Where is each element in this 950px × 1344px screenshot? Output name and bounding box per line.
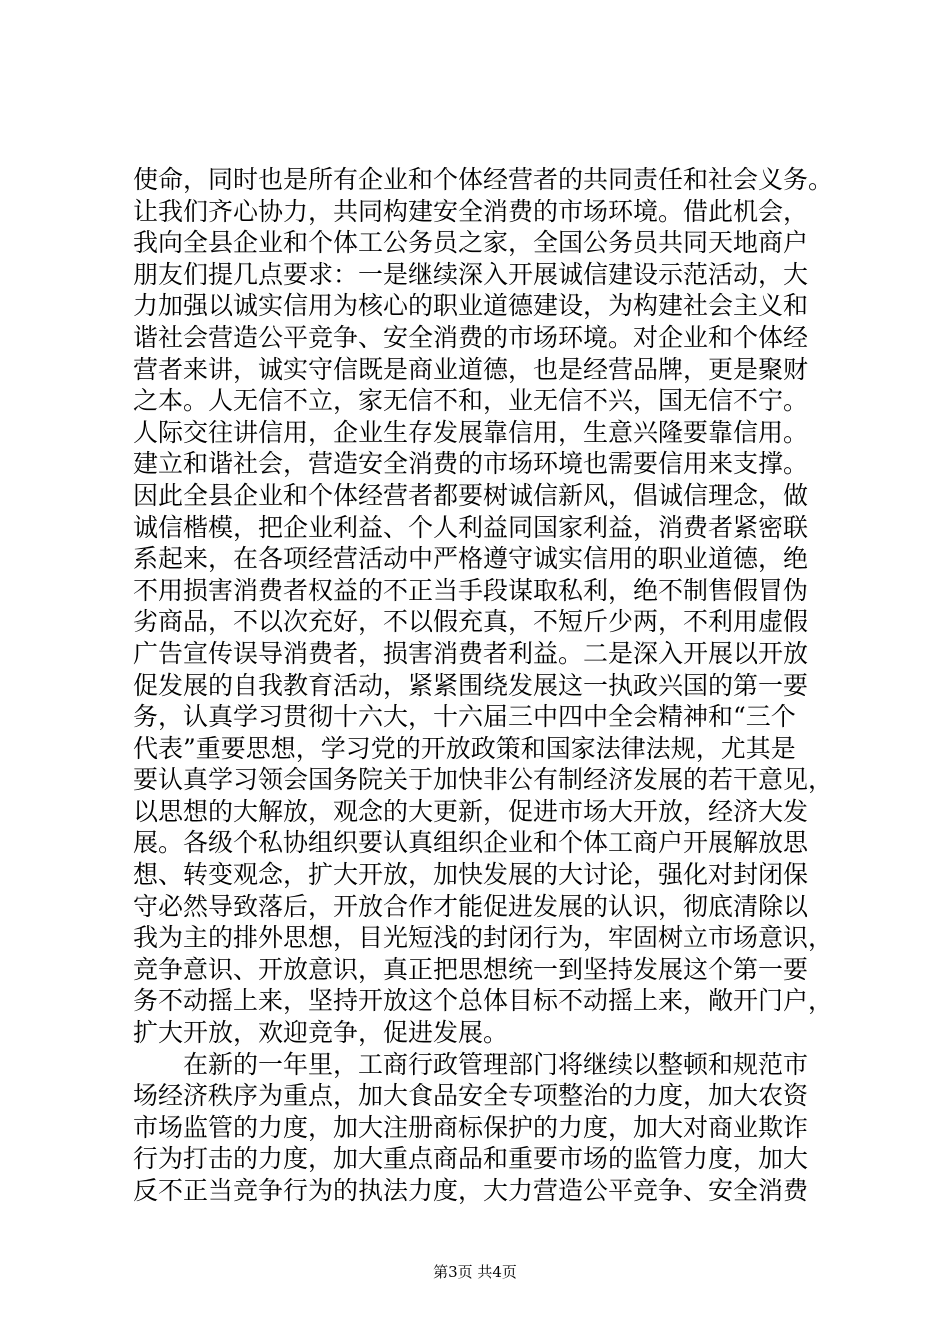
text-line: 要认真学习领会国务院关于加快非公有制经济发展的若干意见， [133,765,834,795]
text-line: 竞争意识、开放意识，真正把思想统一到坚持发展这个第一要 [133,954,809,984]
text-line: 务不动摇上来，坚持开放这个总体目标不动摇上来，敞开门户， [133,986,834,1016]
text-line: 广告宣传误导消费者，损害消费者利益。二是深入开展以开放 [133,638,809,668]
text-line: 谐社会营造公平竞争、安全消费的市场环境。对企业和个体经 [133,322,809,352]
text-line: 以思想的大解放，观念的大更新，促进市场大开放，经济大发 [133,796,809,826]
text-line: 反不正当竞争行为的执法力度，大力营造公平竞争、安全消费 [133,1176,809,1205]
text-line: 想、转变观念，扩大开放，加快发展的大讨论，强化对封闭保 [133,860,809,890]
text-line: 让我们齐心协力，共同构建安全消费的市场环境。借此机会， [133,196,809,226]
text-line: 市场监管的力度，加大注册商标保护的力度，加大对商业欺诈 [133,1112,809,1142]
text-line: 劣商品，不以次充好，不以假充真，不短斤少两，不利用虚假 [133,607,809,637]
text-line: 不用损害消费者权益的不正当手段谋取私利，绝不制售假冒伪 [133,575,809,605]
paragraph-start-line: 在新的一年里，工商行政管理部门将继续以整顿和规范市 [183,1049,809,1079]
text-line: 展。各级个私协组织要认真组织企业和个体工商户开展解放思 [133,828,809,858]
text-line: 朋友们提几点要求：一是继续深入开展诚信建设示范活动，大 [133,259,809,289]
text-line: 行为打击的力度，加大重点商品和重要市场的监管力度，加大 [133,1144,809,1174]
text-line: 代表”重要思想，学习党的开放政策和国家法律法规，尤其是 [133,733,796,763]
text-line: 我向全县企业和个体工公务员之家，全国公务员共同天地商户 [133,228,809,258]
text-line: 因此全县企业和个体经营者都要树诚信新风，倡诚信理念，做 [133,480,809,510]
text-line: 使命，同时也是所有企业和个体经营者的共同责任和社会义务。 [133,165,834,194]
text-line: 扩大开放，欢迎竞争，促进发展。 [133,1018,509,1048]
text-line: 力加强以诚实信用为核心的职业道德建设，为构建社会主义和 [133,291,809,321]
text-line: 守必然导致落后，开放合作才能促进发展的认识，彻底清除以 [133,891,809,921]
text-line: 我为主的排外思想，目光短浅的封闭行为，牢固树立市场意识， [133,923,834,953]
text-line: 系起来，在各项经营活动中严格遵守诚实信用的职业道德，绝 [133,544,809,574]
text-line: 营者来讲，诚实守信既是商业道德，也是经营品牌，更是聚财 [133,354,809,384]
text-line: 之本。人无信不立，家无信不和，业无信不兴，国无信不宁。 [133,386,809,416]
body-text [133,164,833,1207]
page-number-footer: 第3页 共4页 [433,1263,517,1281]
text-line: 人际交往讲信用，企业生存发展靠信用，生意兴隆要靠信用。 [133,417,809,447]
text-line: 务，认真学习贯彻十六大，十六届三中四中全会精神和“三个 [133,702,796,732]
text-line: 场经济秩序为重点，加大食品安全专项整治的力度，加大农资 [133,1081,809,1111]
text-line: 诚信楷模，把企业利益、个人利益同国家利益，消费者紧密联 [133,512,809,542]
text-line: 建立和谐社会，营造安全消费的市场环境也需要信用来支撑。 [133,449,809,479]
text-line: 促发展的自我教育活动，紧紧围绕发展这一执政兴国的第一要 [133,670,809,700]
